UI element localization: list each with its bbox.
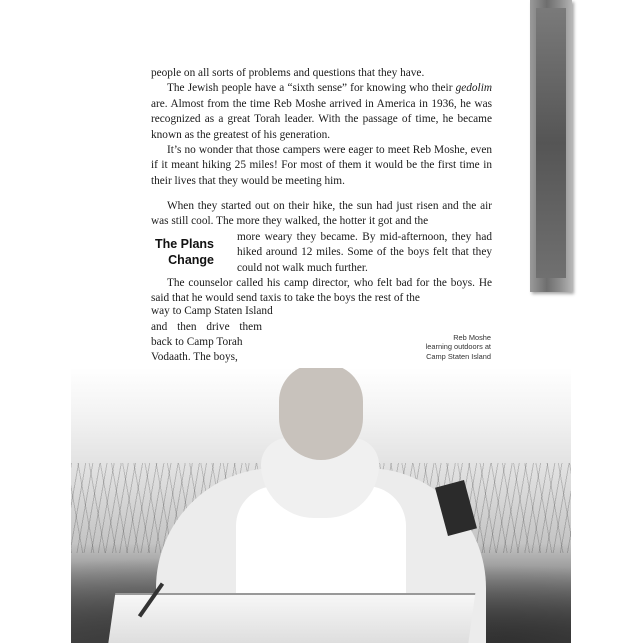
wrap-line-3: back to Camp Torah bbox=[151, 336, 243, 348]
text-block-top bbox=[151, 66, 492, 189]
paragraph-5: The counselor called his camp director, who felt bad for the boys. He said that he would send taxis to take the boys the rest of the bbox=[151, 277, 492, 305]
heading-line-1: The Plans bbox=[154, 237, 214, 251]
wrap-line-1: way to Camp Staten Island bbox=[151, 305, 273, 317]
caption-line-3: Camp Staten Island bbox=[426, 351, 491, 361]
wrap-line-4: Vodaath. The boys, bbox=[151, 351, 238, 363]
edge-photo bbox=[530, 0, 572, 292]
figure-face bbox=[279, 368, 363, 460]
photo-caption bbox=[380, 333, 491, 361]
paragraph-2 bbox=[151, 81, 492, 143]
open-book bbox=[107, 593, 476, 643]
paragraph-2-end: are. Almost from the time Reb Moshe arrived in America in 1936, he was recognized as a great Torah leader. With the passage of time, he became known as the greatest of his generation. bbox=[151, 97, 492, 141]
section-heading bbox=[150, 236, 214, 268]
heading-line-2: Change bbox=[168, 253, 214, 267]
paragraph-4-start: When they started out on their hike, the sun had just risen and the air was still cool. The more they walked, the hotter it got and the bbox=[151, 200, 492, 228]
wrap-line-2: and then drive them bbox=[151, 321, 262, 333]
paragraph-4-end: more weary they became. By mid-afternoon, they had hiked around 12 miles. Some of the boys felt that they could not walk much further. bbox=[237, 230, 492, 274]
gedolim-term: gedolim bbox=[455, 82, 492, 95]
caption-line-2: learning outdoors at bbox=[425, 342, 491, 352]
caption-line-1: Reb Moshe bbox=[453, 333, 491, 342]
paragraph-2-start: The Jewish people have a “sixth sense” for knowing who their bbox=[167, 82, 456, 95]
paragraph-3: It’s no wonder that those campers were eager to meet Reb Moshe, even if it meant hiking 25 miles! For most of them it would be the first time in their lives that they would be meeting him. bbox=[151, 144, 492, 187]
photo bbox=[71, 368, 571, 643]
paragraph-1: people on all sorts of problems and questions that they have. bbox=[151, 67, 425, 79]
